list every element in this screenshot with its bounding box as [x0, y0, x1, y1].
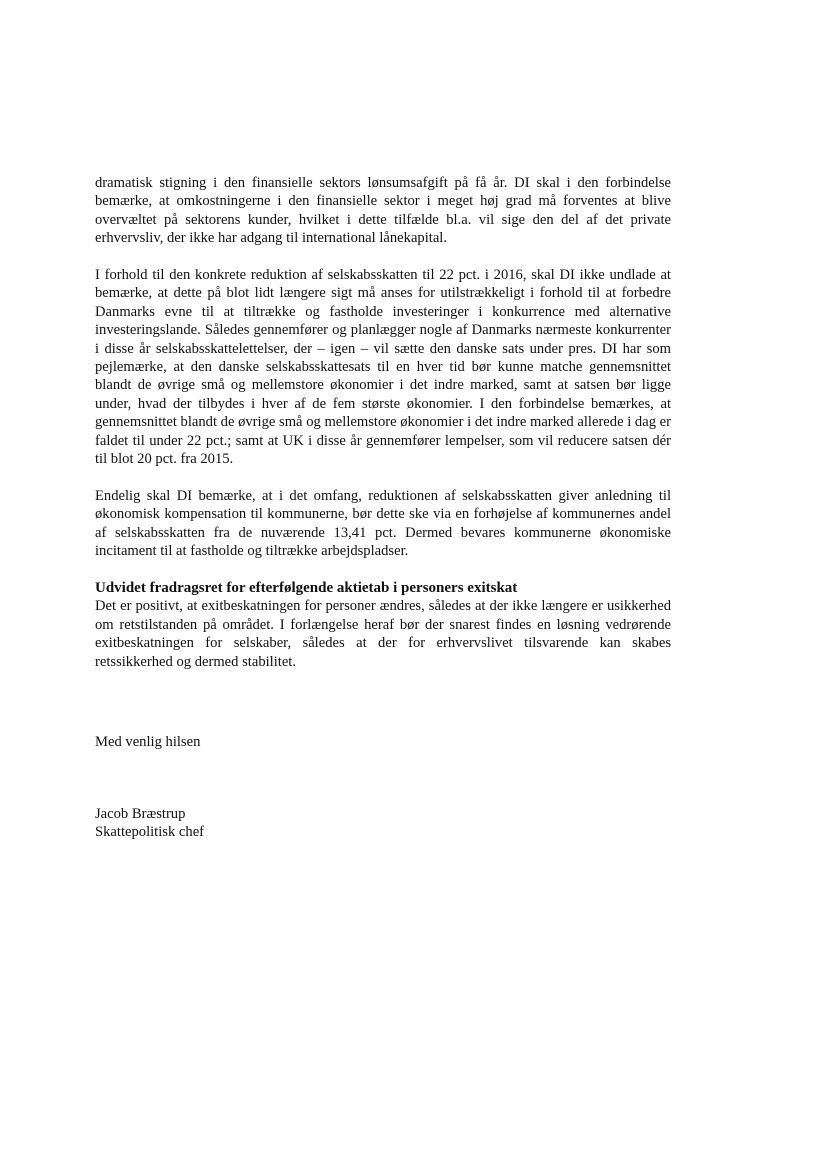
signature-block — [95, 805, 204, 842]
letter-body — [95, 174, 671, 689]
signature-title: Skattepolitisk chef — [95, 824, 205, 841]
paragraph-corporate-tax-reduction: I forhold til den konkrete reduktion af selskabsskatten til 22 pct. i 2016, skal DI ikke undlade at bemærke, at dette på blot lidt længere sigt må anses for utilstrækkeligt i forhold til at forbedre Danmarks evne til at tiltrække og fastholde investeringer i konkurrence med alternative investeringslande. Således gennemfører og planlægger nogle af Danmarks nærmeste konkurrenter i disse år selskabsskattelettelser, der – igen – vil sætte den danske sats under pres. DI har som pejlemærke, at den danske selskabsskattesats til en hver tid bør kunne matche gennemsnittet blandt de øvrige små og mellemstore økonomier i det indre marked, samt at satsen bør ligge under, hvad der tilbydes i hver af de fem største økonomier. I den forbindelse bemærkes, at gennemsnittet blandt de øvrige små og mellemstore økonomier i det indre marked allerede i dag er faldet til under 22 pct.; samt at UK i disse år gennemfører lempelser, som vil reducere satsen dér til blot 20 pct. fra 2015. — [95, 267, 671, 468]
section-heading-exit-tax: Udvidet fradragsret for efterfølgende aktietab i personers exitskat — [95, 579, 518, 596]
paragraph-financial-sector: dramatisk stigning i den finansielle sektors lønsumsafgift på få år. DI skal i den forbindelse bemærke, at omkostningerne i den finansielle sektor i meget høj grad må forventes at blive overvæltet på sektorens kunder, hvilket i dette tilfælde bl.a. vil sige den del af det private erhvervsliv, der ikke har adgang til international lånekapital. — [95, 175, 671, 247]
paragraph-exit-tax: Det er positivt, at exitbeskatningen for personer ændres, således at der ikke længere er usikkerhed om retstilstanden på området. I forlængelse heraf bør der snarest findes en løsning vedrørende exitbeskatningen for selskaber, således at der for erhvervslivet tilsvarende kan skabes retssikkerhed og dermed stabilitet. — [95, 598, 671, 670]
paragraph-municipal-compensation: Endelig skal DI bemærke, at i det omfang, reduktionen af selskabsskatten giver anledning til økonomisk kompensation til kommunerne, bør dette ske via en forhøjelse af kommunernes andel af selskabsskatten fra de nuværende 13,41 pct. Dermed bevares kommunerne økonomiske incitament til at fastholde og tiltrække arbejdspladser. — [95, 487, 671, 560]
closing-greeting: Med venlig hilsen — [95, 734, 201, 750]
signature-name: Jacob Bræstrup — [95, 806, 186, 822]
